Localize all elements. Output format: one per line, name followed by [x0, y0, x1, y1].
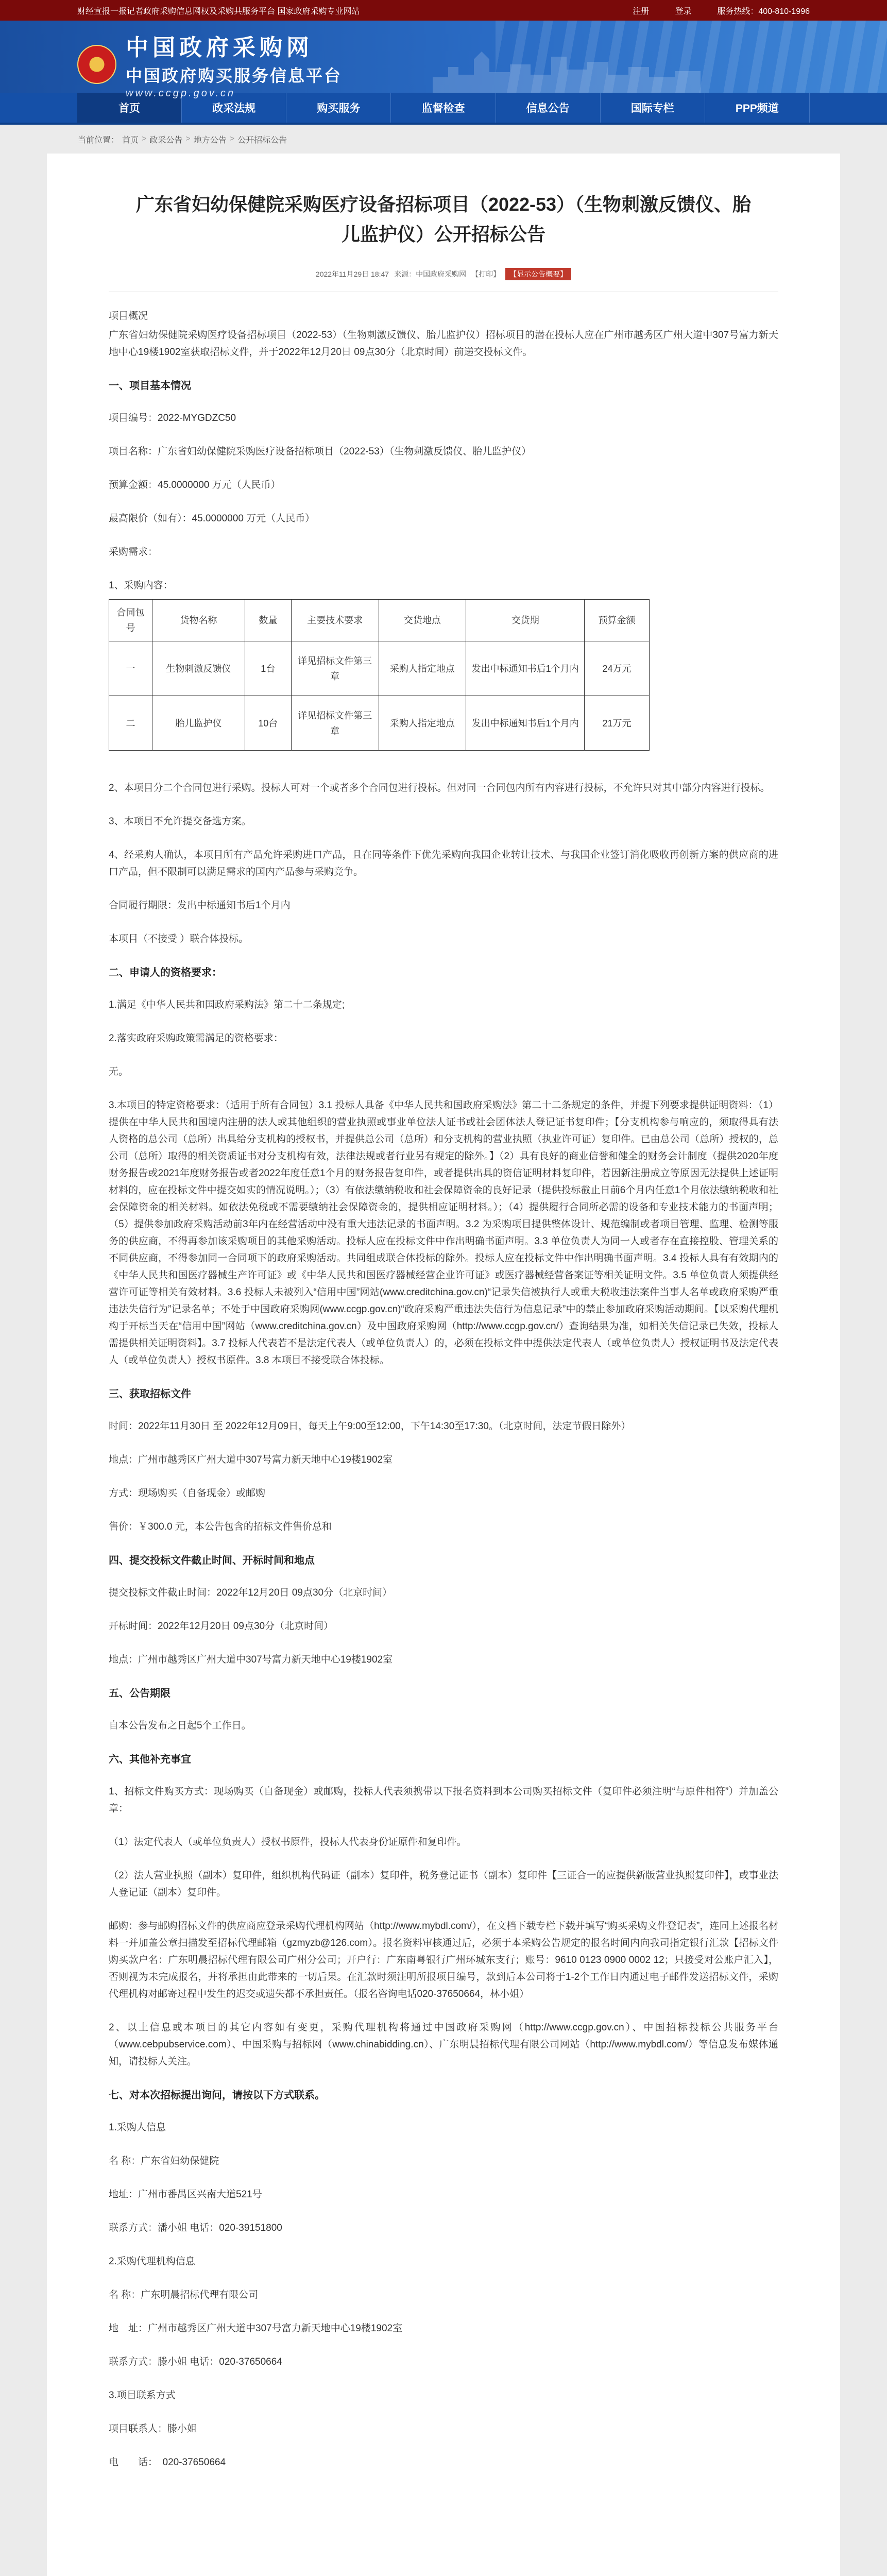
section-heading: 三、获取招标文件 [109, 1388, 191, 1400]
intro-label: 项目概况 [109, 311, 148, 321]
table-row [109, 696, 650, 751]
consortium-note: 本项目（不接受 ）联合体投标。 [109, 934, 249, 944]
contents-label: 1、采购内容： [109, 580, 173, 591]
breadcrumb-announcements[interactable]: 政采公告 [149, 135, 183, 145]
table-header: 预算金额 [585, 600, 650, 641]
table-header: 合同包号 [109, 600, 152, 641]
table-header: 交货期 [466, 600, 585, 641]
section-heading: 六、其他补充事宜 [109, 1754, 191, 1765]
site-banner [0, 21, 887, 99]
qualification-3: 3.本项目的特定资格要求：（适用于所有合同包）3.1 投标人具备《中华人民共和国政府采购法》第二十二条规定的条件，并提下列要求提供证明资料：（1）提供在中华人民共和国境内注册的法人或其他组织的营业执照或事业单位法人证书或社会团体法人登记证书复印件；【分支机构参与响应的，须取得具有法人资格的总公司（总所）出具给分支机构的授权书，并提供总公司（总所）和分支机构的营业执照（执业许可证）复印件。已由总公司（总所）授权的，总公司（总所）取得的相关资质证书对分支机构有效，法律法规或者行业另有规定的除外。】（2）具有良好的商业信誉和健全的财务会计制度（提供2020年度财务报告或2021年度财务报告或者2022年度任意1个月的财务报告复印件，或者提供出具的资信证明材料复印件，若因新注册成立等原因无法提供上述证明材料的，应在投标文件中提交如实的情况说明。）；（3）有依法缴纳税收和社会保障资金的良好记录（提供投标截止日前6个月内任意1个月依法缴纳税收和社会保障资金的相关材料。如依法免税或不需要缴纳社会保障资金的，提供相应证明材料。）；（4）提供履行合同所必需的设备和专业技术能力的书面声明；（5）提供参加政府采购活动前3年内在经营活动中没有重大违法记录的书面声明。3.2 为采购项目提供整体设计、规范编制或者项目管理、监理、检测等服务的供应商，不得再参加该采购项目的其他采购活动。投标人应在投标文件中作出明确书面声明。3.3 单位负责人为同一人或者存在直接控股、管理关系的不同供应商，不得参加同一合同项下的政府采购活动。共同组成联合体投标的除外。投标人应在投标文件中作出明确书面声明。3.4 投标人具有有效期内的《中华人民共和国医疗器械生产许可证》或《中华人民共和国医疗器械经营企业许可证》或医疗器械经营备案证等相关证明文件。3.5 单位负责人须提供经营许可证等相关有效材料。3.6 投标人未被列入“信用中国”网站(www.creditchina.gov.cn)“记录失信被执行人或重大税收违法案件当事人名单或政府采购严重违法失信行为”记录名单；不处于中国政府采购网(www.ccgp.gov.cn)“政府采购严重违法失信行为信息记录”中的禁止参加政府采购活动期间。【以采购代理机构于开标当天在“信用中国”网站（www.creditchina.gov.cn）及中国政府采购网（http://www.ccgp.gov.cn/）查询结果为准，如相关失信记录已失效，投标人需提供相关证明资料】。3.7 投标人代表若不是法定代表人（或单位负责人）的，必须在投标文件中提供法定代表人（或单位负责人）授权证明书及法定代表人（或单位负责人）授权书原件。3.8 本项目不接受联合体投标。 [109, 1100, 778, 1366]
supplement-2: 2、以上信息或本项目的其它内容如有变更，采购代理机构将通过中国政府采购网（http://www.ccgp.gov.cn）、中国招标投标公共服务平台（www.cebpubservice.com）、中国采购与招标网（www.chinabidding.cn）、广东明晨招标代理有限公司网站（http://www.mybdl.com/）等信息发布媒体通知，请投标人关注。 [109, 2022, 778, 2067]
breadcrumb-current[interactable]: 公开招标公告 [237, 135, 287, 145]
purchaser-address: 地址：广州市番禺区兴南大道521号 [109, 2189, 262, 2200]
project-contact-name: 项目联系人：滕小姐 [109, 2424, 197, 2434]
site-logo[interactable] [77, 29, 342, 99]
nav-announcements[interactable]: 信息公告 [496, 93, 601, 123]
procurement-table [109, 599, 650, 751]
publish-date: 2022年11月29日 18:47 [315, 270, 389, 278]
national-emblem-icon [77, 45, 116, 84]
qualification-2-value: 无。 [109, 1066, 129, 1077]
section-heading: 五、公告期限 [109, 1688, 170, 1699]
table-row [109, 641, 650, 696]
article-body [109, 308, 778, 2471]
opening-place: 地点：广州市越秀区广州大道中307号富力新天地中心19楼1902室 [109, 1654, 393, 1665]
top-bar-links [633, 5, 810, 16]
table-cell: 21万元 [585, 696, 650, 751]
table-header-row [109, 600, 650, 641]
opening-time: 开标时间：2022年12月20日 09点30分（北京时间） [109, 1621, 334, 1632]
purchaser-name: 名 称：广东省妇幼保健院 [109, 2156, 219, 2166]
table-cell: 24万元 [585, 641, 650, 696]
table-header: 数量 [245, 600, 291, 641]
qualification-2: 2.落实政府采购政策需满足的资格要求： [109, 1033, 283, 1044]
table-cell: 1台 [245, 641, 291, 696]
skyline-graphic [433, 46, 701, 93]
agency-address: 地 址：广州市越秀区广州大道中307号富力新天地中心19楼1902室 [109, 2323, 403, 2334]
show-summary-button[interactable]: 【显示公告概要】 [505, 268, 571, 280]
announcement-period: 自本公告发布之日起5个工作日。 [109, 1720, 251, 1731]
obtain-place: 地点：广州市越秀区广州大道中307号富力新天地中心19楼1902室 [109, 1454, 393, 1465]
purchaser-contact: 联系方式：潘小姐 电话：020-39151800 [109, 2223, 282, 2233]
table-cell: 发出中标通知书后1个月内 [466, 641, 585, 696]
budget: 预算金额：45.0000000 万元（人民币） [109, 480, 281, 490]
table-cell: 生物刺激反馈仪 [152, 641, 245, 696]
table-header: 交货地点 [379, 600, 466, 641]
supplement-1a: （1）法定代表人（或单位负责人）授权书原件，投标人代表身份证原件和复印件。 [109, 1837, 467, 1848]
obtain-price: 售价：￥300.0 元，本公告包含的招标文件售价总和 [109, 1521, 332, 1532]
section-heading: 二、申请人的资格要求： [109, 967, 222, 978]
project-contact-heading: 3.项目联系方式 [109, 2390, 176, 2401]
breadcrumb-home[interactable]: 首页 [122, 135, 139, 145]
table-header: 主要技术要求 [291, 600, 379, 641]
nav-supervision[interactable]: 监督检查 [391, 93, 496, 123]
supplement-1c: 邮购：参与邮购招标文件的供应商应登录采购代理机构网站（http://www.mybdl.com/），在文档下载专栏下载并填写“购买采购文件登记表”，连同上述报名材料一并加盖公章扫描发至招标代理邮箱（gzmyzb@126.com）。报名资料审核通过后，必须于本采购公告规定的报名时间内向我司指定银行汇款【招标文件购买款户名：广东明晨招标代理有限公司广州分公司；开户行：广东南粤银行广州环城东支行；账号：9610 0123 0900 0002 12；只接受对公账户汇入】，否则视为未完成报名，并将承担由此带来的一切后果。在汇款时须注明所报项目编号，款到后本公司将于1-2个工作日内通过电子邮件发送招标文件，采购代理机构对邮寄过程中发生的迟交或遗失都不承担责任。（报名咨询电话020-37650664，林小姐） [109, 1921, 778, 1999]
nav-regulations[interactable]: 政采法规 [182, 93, 286, 123]
section-heading: 四、提交投标文件截止时间、开标时间和地点 [109, 1555, 315, 1566]
supplement-1: 1、招标文件购买方式：现场购买（自备现金）或邮购，投标人代表须携带以下报名资料到本公司购买招标文件（复印件必须注明“与原件相符”）并加盖公章： [109, 1786, 778, 1814]
breadcrumb-separator: > [142, 134, 147, 143]
nav-international[interactable]: 国际专栏 [601, 93, 705, 123]
table-cell: 10台 [245, 696, 291, 751]
nav-purchase-services[interactable]: 购买服务 [286, 93, 391, 123]
qualification-1: 1.满足《中华人民共和国政府采购法》第二十二条规定; [109, 999, 345, 1010]
breadcrumb-separator: > [229, 134, 235, 143]
submission-deadline: 提交投标文件截止时间：2022年12月20日 09点30分（北京时间） [109, 1587, 393, 1598]
article-title: 广东省妇幼保健院采购医疗设备招标项目（2022-53）（生物刺激反馈仪、胎儿监护仪）公开招标公告 [135, 194, 752, 245]
table-cell: 发出中标通知书后1个月内 [466, 696, 585, 751]
max-price: 最高限价（如有）：45.0000000 万元（人民币） [109, 513, 315, 524]
site-url: www.ccgp.gov.cn [126, 88, 236, 99]
table-cell: 二 [109, 696, 152, 751]
obtain-method: 方式：现场购买（自备现金）或邮购 [109, 1488, 266, 1499]
hotline-text: 服务热线：400-810-1996 [717, 7, 810, 16]
section-heading: 一、项目基本情况 [109, 380, 191, 392]
agency-name: 名 称：广东明晨招标代理有限公司 [109, 2290, 259, 2300]
article-card [47, 154, 840, 2576]
breadcrumb-local[interactable]: 地方公告 [193, 135, 227, 145]
project-name: 项目名称：广东省妇幼保健院采购医疗设备招标项目（2022-53）（生物刺激反馈仪、胎儿监护仪） [109, 446, 532, 457]
table-cell: 一 [109, 641, 152, 696]
note-4: 4、经采购人确认，本项目所有产品允许采购进口产品，且在同等条件下优先采购向我国企业转让技术、与我国企业签订消化吸收再创新方案的供应商的进口产品，但不限制可以满足需求的国内产品参与采购竞争。 [109, 850, 778, 877]
table-cell: 采购人指定地点 [379, 641, 466, 696]
site-title: 中国政府采购网 [126, 35, 313, 61]
table-cell: 胎儿监护仪 [152, 696, 245, 751]
section-heading: 七、对本次招标提出询问，请按以下方式联系。 [109, 2090, 325, 2101]
obtain-time: 时间：2022年11月30日 至 2022年12月09日，每天上午9:00至12:00，下午14:30至17:30。（北京时间，法定节假日除外） [109, 1421, 631, 1432]
table-cell: 详见招标文件第三章 [291, 641, 379, 696]
table-header: 货物名称 [152, 600, 245, 641]
project-number: 项目编号：2022-MYGDZC50 [109, 413, 236, 423]
nav-ppp[interactable]: PPP频道 [705, 93, 810, 123]
project-contact-phone: 电 话： 020-37650664 [109, 2457, 226, 2468]
breadcrumb-prefix: 当前位置： [78, 135, 120, 145]
table-cell: 详见招标文件第三章 [291, 696, 379, 751]
login-link[interactable]: 登录 [675, 7, 692, 16]
note-2: 2、本项目分二个合同包进行采购。投标人可对一个或者多个合同包进行投标。但对同一合同包内所有内容进行投标，不允许只对其中部分内容进行投标。 [109, 783, 770, 793]
top-bar-slogan: 财经宣报一报记者政府采购信息网权及采购共服务平台 国家政府采购专业网站 [77, 7, 360, 16]
breadcrumb-separator: > [185, 134, 191, 143]
nav-home[interactable]: 首页 [77, 93, 182, 123]
register-link[interactable]: 注册 [633, 7, 650, 16]
purchaser-heading: 1.采购人信息 [109, 2122, 166, 2133]
article-source: 来源：中国政府采购网 [394, 270, 467, 278]
site-subtitle: 中国政府购买服务信息平台 [126, 66, 343, 85]
print-link[interactable]: 【打印】 [471, 270, 501, 278]
agency-contact: 联系方式：滕小姐 电话：020-37650664 [109, 2357, 282, 2367]
intro-text: 广东省妇幼保健院采购医疗设备招标项目（2022-53）（生物刺激反馈仪、胎儿监护仪）招标项目的潜在投标人应在广州市越秀区广州大道中307号富力新天地中心19楼1902室获取招标文件，并于2022年12月20日 09点30分（北京时间）前递交投标文件。 [109, 330, 778, 358]
breadcrumb [78, 125, 809, 154]
contract-period: 合同履行期限：发出中标通知书后1个月内 [109, 900, 291, 911]
note-3: 3、本项目不允许提交备选方案。 [109, 816, 251, 827]
agency-heading: 2.采购代理机构信息 [109, 2256, 195, 2267]
supplement-1b: （2）法人营业执照（副本）复印件，组织机构代码证（副本）复印件，税务登记证书（副本）复印件【三证合一的应提供新版营业执照复印件】，或事业法人登记证（副本）复印件。 [109, 1870, 778, 1898]
demand-label: 采购需求： [109, 547, 158, 557]
top-bar [0, 0, 887, 21]
table-cell: 采购人指定地点 [379, 696, 466, 751]
article-meta [109, 268, 778, 280]
